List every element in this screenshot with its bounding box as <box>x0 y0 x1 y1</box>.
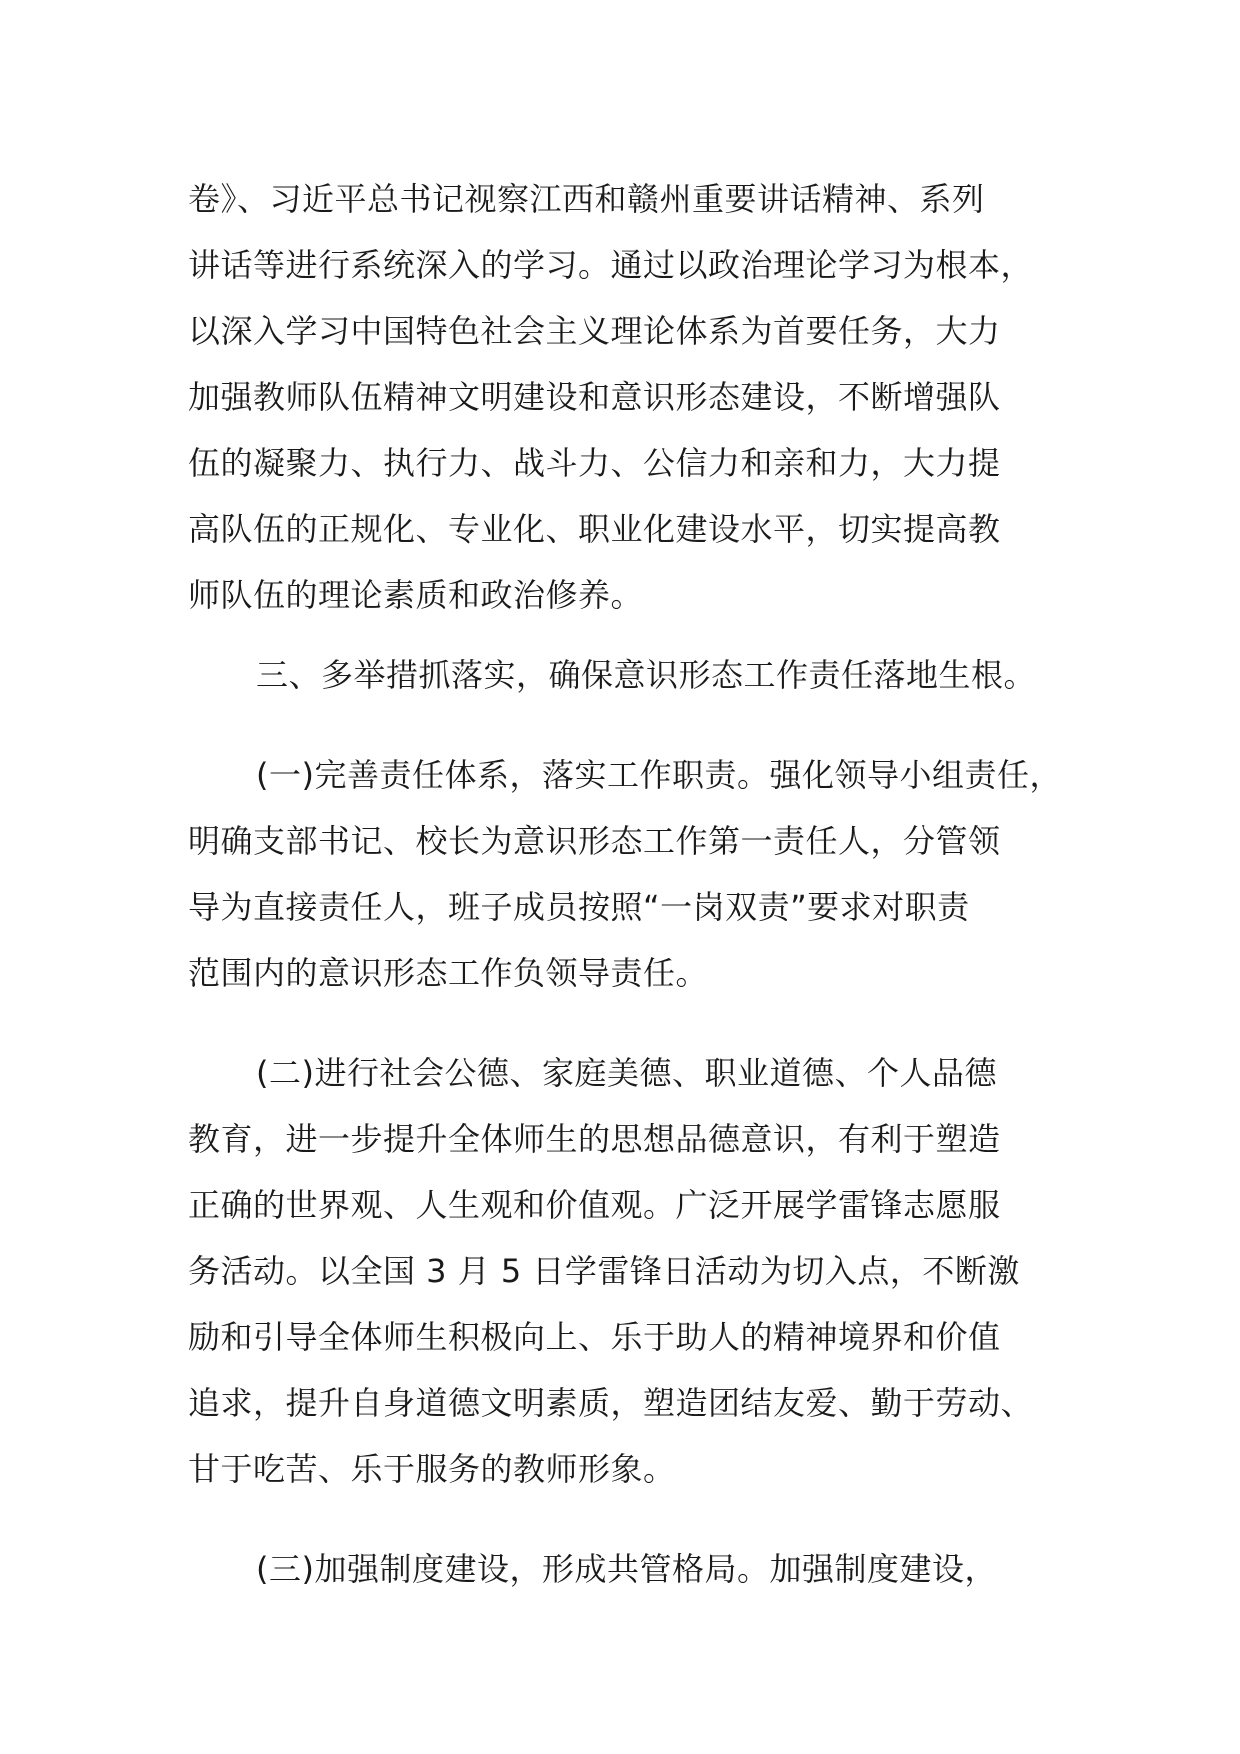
text-line: 范围内的意识形态工作负领导责任。 <box>188 954 709 992</box>
text-line: 追求，提升自身道德文明素质，塑造团结友爱、勤于劳动、 <box>188 1384 1034 1422</box>
paragraph-item-one <box>188 742 1088 1006</box>
text-line: (二)进行社会公德、家庭美德、职业道德、个人品德 <box>256 1054 997 1092</box>
section-heading-three <box>188 642 1088 708</box>
paragraph-spacer <box>188 628 1088 642</box>
text-line: 高队伍的正规化、专业化、职业化建设水平，切实提高教 <box>188 510 1001 548</box>
text-line: 明确支部书记、校长为意识形态工作第一责任人，分管领 <box>188 822 1001 860</box>
paragraph-study-continuation <box>188 166 1088 628</box>
text-line: (一)完善责任体系，落实工作职责。强化领导小组责任， <box>256 756 1062 794</box>
text-line: 伍的凝聚力、执行力、战斗力、公信力和亲和力，大力提 <box>188 444 1001 482</box>
heading-line: 三、多举措抓落实，确保意识形态工作责任落地生根。 <box>256 656 1037 694</box>
text-line: 卷》、习近平总书记视察江西和赣州重要讲话精神、系列 <box>188 180 985 218</box>
text-line: 教育，进一步提升全体师生的思想品德意识，有利于塑造 <box>188 1120 1001 1158</box>
paragraph-spacer <box>188 1502 1088 1536</box>
paragraph-item-two <box>188 1040 1088 1502</box>
document-body <box>188 166 1088 1602</box>
text-line: 正确的世界观、人生观和价值观。广泛开展学雷锋志愿服 <box>188 1186 1001 1224</box>
paragraph-item-three <box>188 1536 1088 1602</box>
text-line: 讲话等进行系统深入的学习。通过以政治理论学习为根本， <box>188 246 1034 284</box>
text-line: 甘于吃苦、乐于服务的教师形象。 <box>188 1450 676 1488</box>
text-line: 务活动。以全国 3 月 5 日学雷锋日活动为切入点，不断激 <box>188 1252 1020 1290</box>
text-line: 加强教师队伍精神文明建设和意识形态建设，不断增强队 <box>188 378 1001 416</box>
text-line: (三)加强制度建设，形成共管格局。加强制度建设， <box>256 1550 997 1588</box>
paragraph-spacer <box>188 708 1088 742</box>
text-line: 励和引导全体师生积极向上、乐于助人的精神境界和价值 <box>188 1318 1001 1356</box>
text-line: 师队伍的理论素质和政治修养。 <box>188 576 644 614</box>
text-line: 以深入学习中国特色社会主义理论体系为首要任务，大力 <box>188 312 1001 350</box>
paragraph-spacer <box>188 1006 1088 1040</box>
text-line: 导为直接责任人，班子成员按照“一岗双责”要求对职责 <box>188 888 970 926</box>
